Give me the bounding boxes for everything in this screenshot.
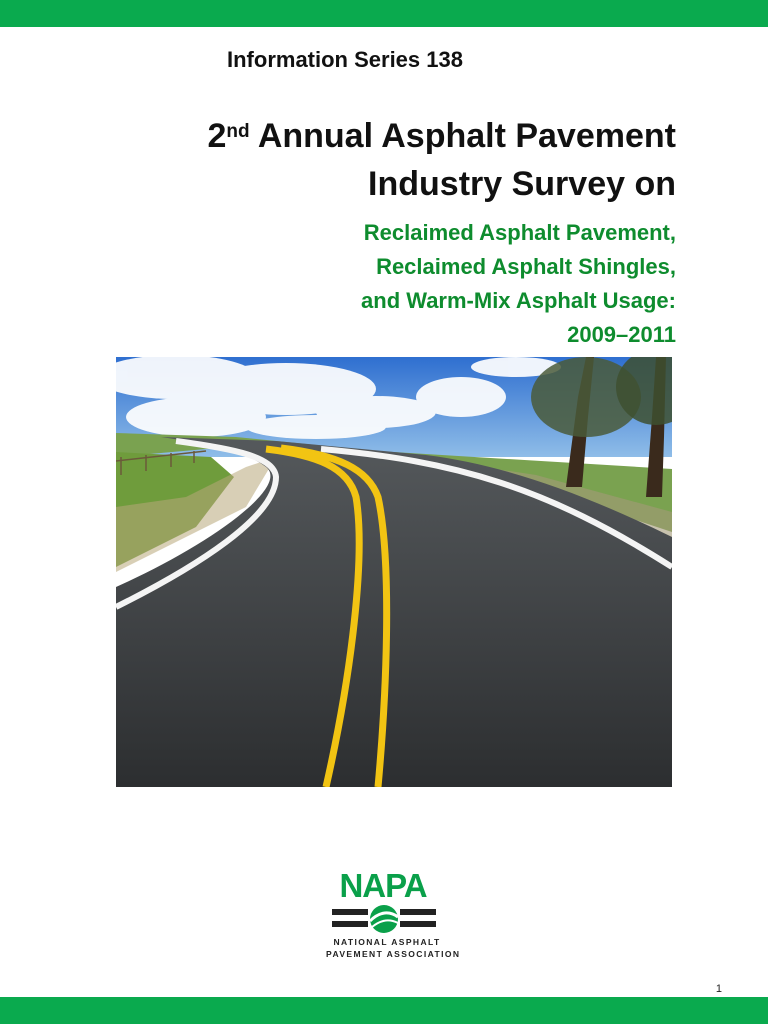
- title-line-1-rest: Annual Asphalt Pavement: [249, 117, 676, 155]
- top-green-band: [0, 0, 768, 27]
- subtitle-block: [208, 216, 677, 352]
- road-illustration: [116, 357, 672, 787]
- cover-photo: [116, 357, 672, 787]
- title-block: [208, 112, 677, 352]
- title-ordinal: 2: [207, 117, 227, 155]
- logo-org-line-2: PAVEMENT ASSOCIATION: [326, 949, 461, 959]
- logo-road-emblem-icon: [332, 905, 436, 935]
- subtitle-line-3: and Warm-Mix Asphalt Usage:: [361, 288, 676, 313]
- title-line-2: Industry Survey on: [368, 165, 676, 203]
- subtitle-line-1: Reclaimed Asphalt Pavement,: [363, 220, 676, 245]
- title-line-1: [208, 112, 677, 160]
- logo-org-line-1: NATIONAL ASPHALT: [333, 937, 441, 947]
- subtitle-line-2: Reclaimed Asphalt Shingles,: [376, 254, 676, 279]
- subtitle-line-4: 2009–2011: [567, 322, 676, 347]
- bottom-green-band: [0, 997, 768, 1024]
- logo-wordmark: NAPA: [339, 867, 427, 904]
- title-ordinal-suffix: nd: [226, 121, 250, 142]
- series-label: Information Series 138: [227, 47, 463, 72]
- page-number: 1: [715, 983, 722, 995]
- napa-logo: [326, 867, 461, 960]
